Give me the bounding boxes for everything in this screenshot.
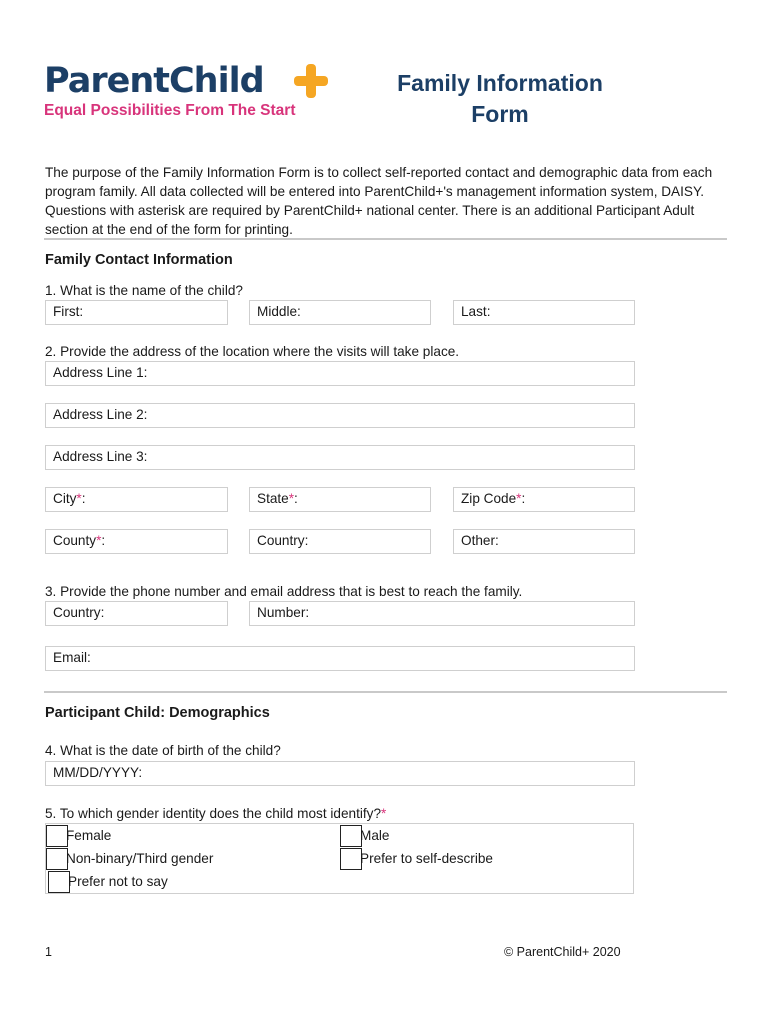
checkbox-self-describe[interactable] [340, 848, 362, 870]
child-first-name-field[interactable]: First: [45, 300, 228, 325]
checkbox-prefer-not-to-say[interactable] [48, 871, 70, 893]
phone-number-field[interactable]: Number: [249, 601, 635, 626]
question-5: 5. To which gender identity does the child most identify?* [45, 806, 387, 821]
date-of-birth-field[interactable]: MM/DD/YYYY: [45, 761, 635, 786]
intro-paragraph: The purpose of the Family Information Form is to collect self-reported contact and demographic data from each program family. All data collected will be entered into ParentChild+'s management information system, DAISY. Questions with asterisk are required by ParentChild+ national center. There is an additional Participant Adult section at the end of the form for printing. [45, 165, 713, 237]
question-4: 4. What is the date of birth of the child? [45, 743, 281, 758]
checkbox-female[interactable] [46, 825, 68, 847]
address-line-3-field[interactable]: Address Line 3: [45, 445, 635, 470]
question-2: 2. Provide the address of the location where the visits will take place. [45, 344, 460, 359]
page-number: 1 [45, 945, 52, 959]
page-title [370, 68, 630, 130]
logo-wordmark: ParentChild [44, 61, 264, 101]
city-field[interactable]: City*: [45, 487, 228, 512]
child-last-name-field[interactable]: Last: [453, 300, 635, 325]
other-field[interactable]: Other: [453, 529, 635, 554]
plus-icon [294, 64, 328, 98]
gender-options-box: Female Male Non-binary/Third gender Prefer to self-describe Prefer not to say [45, 823, 634, 894]
title-line-1: Family Information [397, 70, 603, 96]
country-field[interactable]: Country: [249, 529, 431, 554]
address-line-1-field[interactable]: Address Line 1: [45, 361, 635, 386]
copyright-notice: © ParentChild+ 2020 [504, 945, 621, 959]
question-1: 1. What is the name of the child? [45, 283, 243, 298]
phone-country-field[interactable]: Country: [45, 601, 228, 626]
title-line-2: Form [471, 101, 529, 127]
address-line-2-field[interactable]: Address Line 2: [45, 403, 635, 428]
zip-code-field[interactable]: Zip Code*: [453, 487, 635, 512]
logo-tagline: Equal Possibilities From The Start [44, 102, 296, 119]
section-divider [44, 691, 727, 693]
section-title-family-contact: Family Contact Information [45, 252, 233, 268]
section-title-child-demographics: Participant Child: Demographics [45, 705, 270, 721]
child-middle-name-field[interactable]: Middle: [249, 300, 431, 325]
email-field[interactable]: Email: [45, 646, 635, 671]
parentchild-logo [44, 62, 334, 122]
county-field[interactable]: County*: [45, 529, 228, 554]
state-field[interactable]: State*: [249, 487, 431, 512]
checkbox-non-binary[interactable] [46, 848, 68, 870]
checkbox-male[interactable] [340, 825, 362, 847]
question-3: 3. Provide the phone number and email address that is best to reach the family. [45, 584, 523, 599]
section-divider [44, 238, 727, 240]
